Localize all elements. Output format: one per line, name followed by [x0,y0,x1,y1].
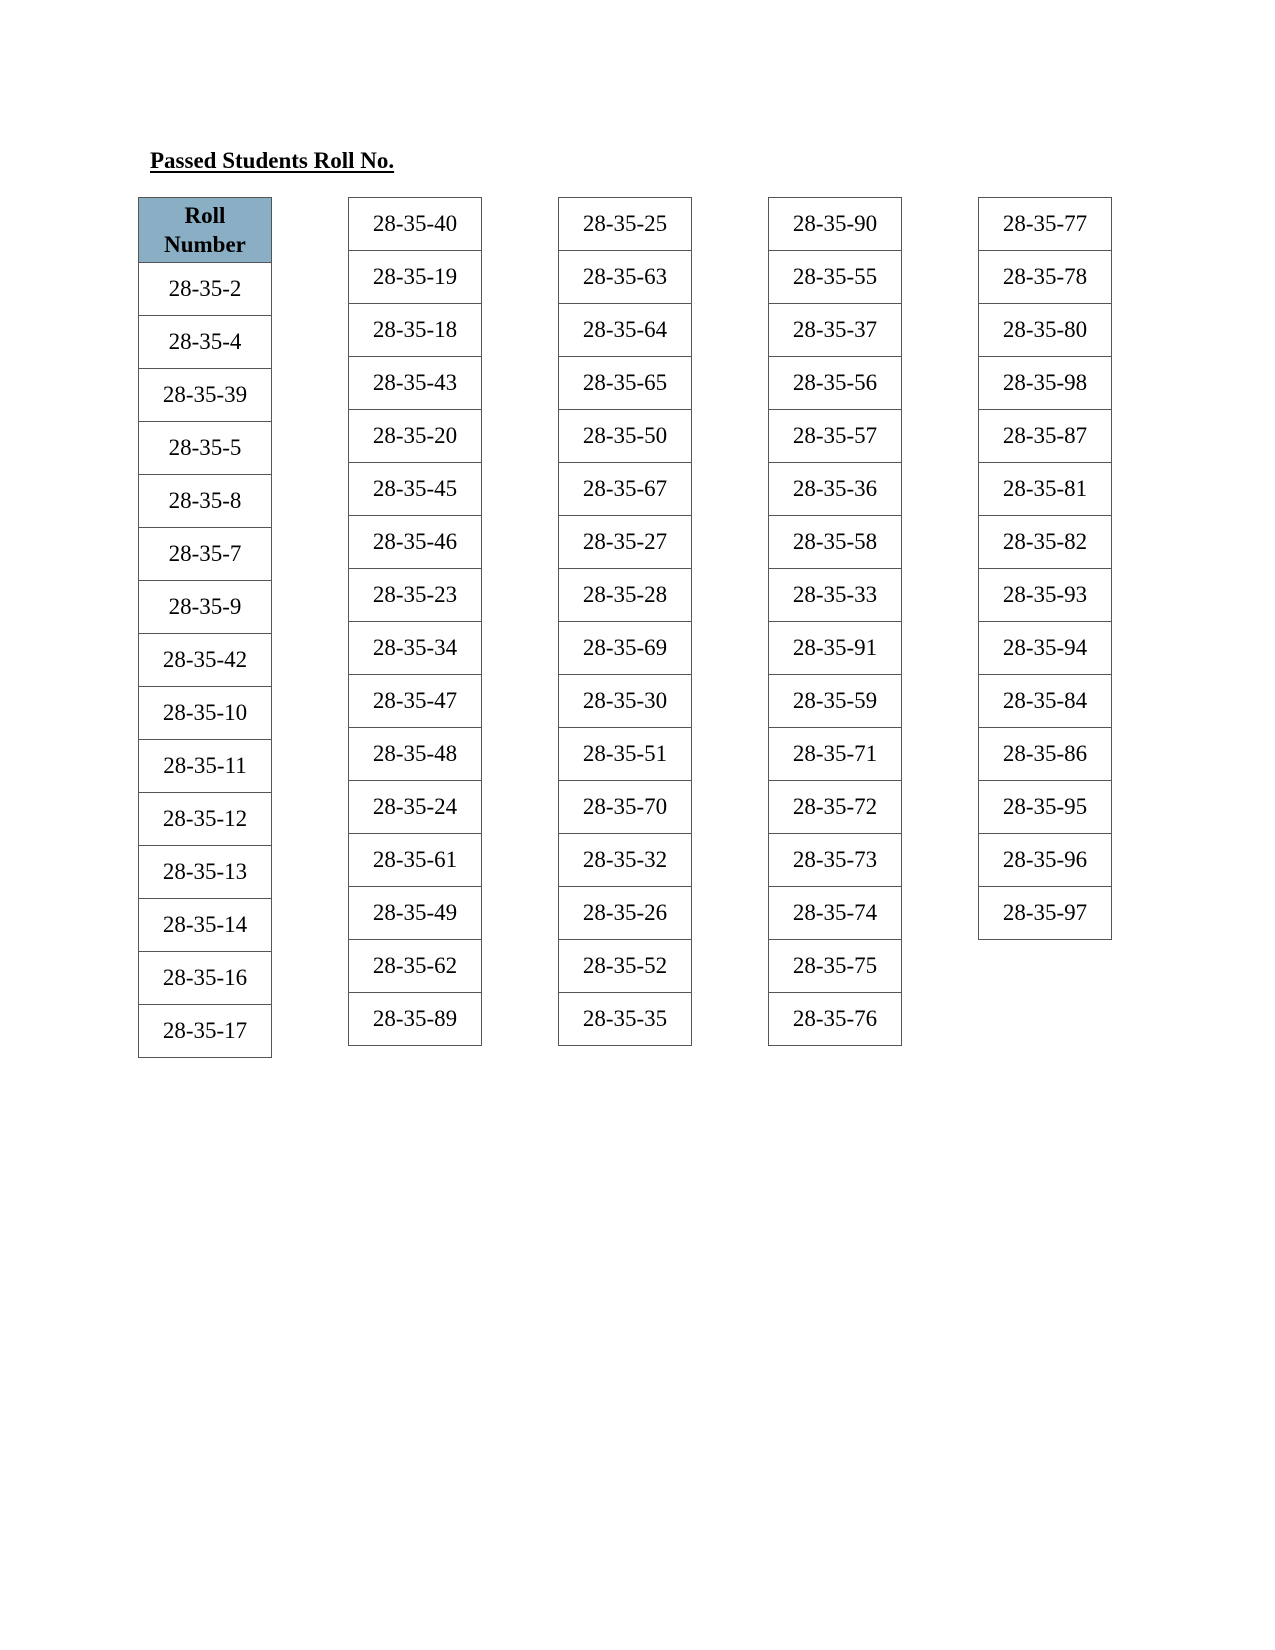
roll-number-cell: 28-35-74 [769,887,902,940]
table-row [769,198,902,251]
roll-number-cell: 28-35-50 [559,410,692,463]
table-row [349,781,482,834]
table-row [559,993,692,1046]
table-row [349,675,482,728]
table-row [979,410,1112,463]
table-row [139,952,272,1005]
table-row [769,304,902,357]
roll-number-cell: 28-35-26 [559,887,692,940]
table-row [139,422,272,475]
roll-number-cell: 28-35-86 [979,728,1112,781]
table-row [349,198,482,251]
table-row [139,581,272,634]
table-row [349,251,482,304]
roll-number-cell: 28-35-24 [349,781,482,834]
roll-number-cell: 28-35-17 [139,1005,272,1058]
roll-table-column-1 [138,197,272,1058]
table-row [349,463,482,516]
roll-number-cell: 28-35-18 [349,304,482,357]
roll-number-cell: 28-35-89 [349,993,482,1046]
table-row [559,675,692,728]
table-row [769,410,902,463]
roll-number-cell: 28-35-9 [139,581,272,634]
roll-number-cell: 28-35-23 [349,569,482,622]
table-row [349,516,482,569]
roll-number-cell: 28-35-4 [139,316,272,369]
table-row [349,940,482,993]
table-row [559,940,692,993]
table-row [769,569,902,622]
table-row [769,993,902,1046]
roll-table-column-2 [348,197,482,1046]
roll-number-cell: 28-35-2 [139,263,272,316]
table-row [769,781,902,834]
roll-number-cell: 28-35-64 [559,304,692,357]
roll-number-cell: 28-35-75 [769,940,902,993]
table-row [769,516,902,569]
roll-number-cell: 28-35-55 [769,251,902,304]
roll-number-cell: 28-35-14 [139,899,272,952]
roll-number-cell: 28-35-80 [979,304,1112,357]
table-row [559,887,692,940]
roll-number-cell: 28-35-63 [559,251,692,304]
table-header-row [139,198,272,263]
table-row [979,304,1112,357]
roll-number-cell: 28-35-20 [349,410,482,463]
roll-number-cell: 28-35-46 [349,516,482,569]
table-row [979,463,1112,516]
table-row [349,887,482,940]
table-row [979,728,1112,781]
table-row [139,316,272,369]
roll-number-cell: 28-35-95 [979,781,1112,834]
table-row [769,463,902,516]
roll-number-cell: 28-35-57 [769,410,902,463]
roll-number-cell: 28-35-49 [349,887,482,940]
table-row [349,569,482,622]
roll-number-cell: 28-35-43 [349,357,482,410]
table-row [769,357,902,410]
roll-number-cell: 28-35-98 [979,357,1112,410]
roll-number-cell: 28-35-39 [139,369,272,422]
table-row [979,357,1112,410]
roll-number-cell: 28-35-91 [769,622,902,675]
table-row [769,834,902,887]
table-row [559,410,692,463]
roll-number-cell: 28-35-45 [349,463,482,516]
table-row [349,993,482,1046]
table-row [139,899,272,952]
table-row [349,410,482,463]
table-row [349,622,482,675]
table-row [559,569,692,622]
table-row [769,940,902,993]
header-line-1: Roll [184,203,226,228]
roll-number-cell: 28-35-11 [139,740,272,793]
table-row [979,198,1112,251]
table-row [979,622,1112,675]
roll-table-column-3 [558,197,692,1046]
table-row [139,369,272,422]
roll-number-cell: 28-35-27 [559,516,692,569]
roll-number-cell: 28-35-77 [979,198,1112,251]
table-row [769,887,902,940]
table-row [979,516,1112,569]
table-row [559,516,692,569]
roll-number-cell: 28-35-8 [139,475,272,528]
roll-number-cell: 28-35-5 [139,422,272,475]
roll-number-cell: 28-35-76 [769,993,902,1046]
roll-number-cell: 28-35-34 [349,622,482,675]
table-row [769,675,902,728]
table-row [979,251,1112,304]
roll-number-cell: 28-35-65 [559,357,692,410]
table-row [139,793,272,846]
roll-number-cell: 28-35-94 [979,622,1112,675]
table-row [769,251,902,304]
roll-number-cell: 28-35-48 [349,728,482,781]
table-row [139,634,272,687]
roll-number-cell: 28-35-87 [979,410,1112,463]
table-row [769,622,902,675]
roll-number-cell: 28-35-84 [979,675,1112,728]
roll-number-header [139,198,272,263]
roll-number-cell: 28-35-62 [349,940,482,993]
roll-number-cell: 28-35-78 [979,251,1112,304]
roll-number-cell: 28-35-35 [559,993,692,1046]
roll-number-cell: 28-35-32 [559,834,692,887]
roll-number-cell: 28-35-73 [769,834,902,887]
roll-number-cell: 28-35-47 [349,675,482,728]
table-row [559,781,692,834]
roll-number-cell: 28-35-70 [559,781,692,834]
roll-number-cell: 28-35-93 [979,569,1112,622]
roll-number-cell: 28-35-69 [559,622,692,675]
roll-number-cell: 28-35-52 [559,940,692,993]
page-title: Passed Students Roll No. [150,148,395,173]
roll-number-cell: 28-35-81 [979,463,1112,516]
roll-number-cell: 28-35-71 [769,728,902,781]
roll-number-cell: 28-35-28 [559,569,692,622]
roll-number-cell: 28-35-58 [769,516,902,569]
roll-number-cell: 28-35-96 [979,834,1112,887]
table-row [979,675,1112,728]
roll-table-column-5 [978,197,1112,940]
roll-number-cell: 28-35-40 [349,198,482,251]
table-row [559,834,692,887]
roll-number-cell: 28-35-97 [979,887,1112,940]
table-row [979,781,1112,834]
table-row [559,304,692,357]
roll-number-cell: 28-35-10 [139,687,272,740]
roll-number-cell: 28-35-56 [769,357,902,410]
table-row [559,357,692,410]
table-row [349,357,482,410]
roll-number-cell: 28-35-25 [559,198,692,251]
table-row [559,251,692,304]
roll-number-cell: 28-35-13 [139,846,272,899]
table-row [139,263,272,316]
table-row [139,687,272,740]
table-row [769,728,902,781]
table-row [979,887,1112,940]
roll-number-cell: 28-35-82 [979,516,1112,569]
table-row [139,1005,272,1058]
roll-number-cell: 28-35-7 [139,528,272,581]
table-row [349,304,482,357]
roll-number-cell: 28-35-36 [769,463,902,516]
roll-number-cell: 28-35-59 [769,675,902,728]
roll-number-cell: 28-35-37 [769,304,902,357]
roll-number-cell: 28-35-90 [769,198,902,251]
header-line-2: Number [164,232,246,257]
roll-number-cell: 28-35-12 [139,793,272,846]
table-row [559,728,692,781]
table-row [349,834,482,887]
table-row [979,569,1112,622]
roll-number-cell: 28-35-61 [349,834,482,887]
roll-table-column-4 [768,197,902,1046]
table-row [979,834,1112,887]
roll-number-cell: 28-35-30 [559,675,692,728]
table-row [559,198,692,251]
roll-number-cell: 28-35-67 [559,463,692,516]
table-row [559,622,692,675]
table-row [139,740,272,793]
roll-number-cell: 28-35-42 [139,634,272,687]
roll-number-cell: 28-35-16 [139,952,272,1005]
table-row [139,475,272,528]
roll-number-cell: 28-35-72 [769,781,902,834]
table-row [349,728,482,781]
table-row [559,463,692,516]
roll-number-cell: 28-35-33 [769,569,902,622]
roll-number-cell: 28-35-19 [349,251,482,304]
roll-number-cell: 28-35-51 [559,728,692,781]
table-row [139,846,272,899]
table-row [139,528,272,581]
